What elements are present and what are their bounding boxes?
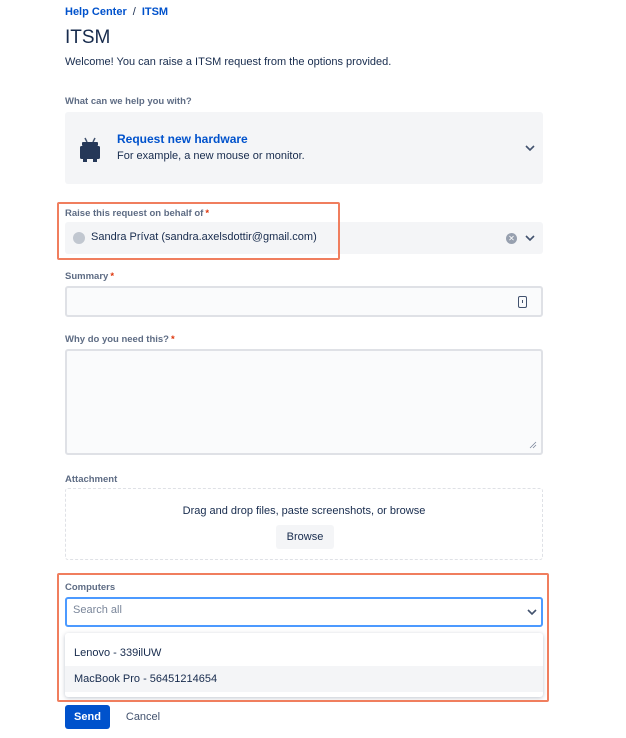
behalf-selected-value: Sandra Prívat (sandra.axelsdottir@gmail.com) xyxy=(91,231,317,243)
why-label-text: Why do you need this? xyxy=(65,334,169,345)
welcome-message: Welcome! You can raise a ITSM request from the options provided. xyxy=(65,56,392,68)
request-type-selector[interactable] xyxy=(65,112,543,184)
breadcrumb-separator: / xyxy=(132,6,136,18)
breadcrumb-help-center-link[interactable]: Help Center xyxy=(65,6,127,18)
request-type-title: Request new hardware xyxy=(117,132,248,146)
chevron-down-icon[interactable] xyxy=(526,606,538,618)
attachment-drop-zone[interactable] xyxy=(65,488,543,560)
required-mark: * xyxy=(205,208,210,219)
attachment-label: Attachment xyxy=(65,474,118,485)
send-button[interactable]: Send xyxy=(65,705,110,729)
breadcrumb xyxy=(65,6,168,18)
behalf-label xyxy=(65,208,209,219)
computer-icon xyxy=(79,136,101,162)
computers-options-menu xyxy=(65,633,543,697)
cancel-button[interactable]: Cancel xyxy=(118,705,168,729)
drop-zone-text: Drag and drop files, paste screenshots, or browse xyxy=(182,505,426,517)
chevron-down-icon[interactable] xyxy=(524,142,536,154)
option-lenovo[interactable]: Lenovo - 339ilUW xyxy=(74,647,162,659)
summary-label xyxy=(65,271,114,282)
avatar xyxy=(73,232,85,244)
required-mark: * xyxy=(170,334,175,345)
required-mark: * xyxy=(110,271,115,282)
summary-field[interactable] xyxy=(65,286,543,317)
why-label xyxy=(65,334,175,345)
breadcrumb-itsm-link[interactable]: ITSM xyxy=(141,6,169,18)
browse-button[interactable]: Browse xyxy=(276,525,334,549)
request-type-description: For example, a new mouse or monitor. xyxy=(117,150,305,162)
option-macbook-pro[interactable]: MacBook Pro - 56451214654 xyxy=(65,666,543,692)
computers-search-input[interactable] xyxy=(73,604,493,616)
request-type-label: What can we help you with? xyxy=(65,96,192,107)
clear-icon[interactable]: ✕ xyxy=(506,233,517,244)
chevron-down-icon[interactable] xyxy=(524,232,536,244)
page-title: ITSM xyxy=(65,27,111,48)
why-textarea[interactable] xyxy=(65,349,543,455)
summary-label-text: Summary xyxy=(65,271,109,282)
behalf-label-text: Raise this request on behalf of xyxy=(65,208,204,219)
computers-label: Computers xyxy=(65,582,116,593)
behalf-select[interactable] xyxy=(65,222,543,254)
resize-handle-icon[interactable] xyxy=(529,441,537,449)
info-icon xyxy=(518,296,527,308)
computers-select[interactable] xyxy=(65,597,543,627)
